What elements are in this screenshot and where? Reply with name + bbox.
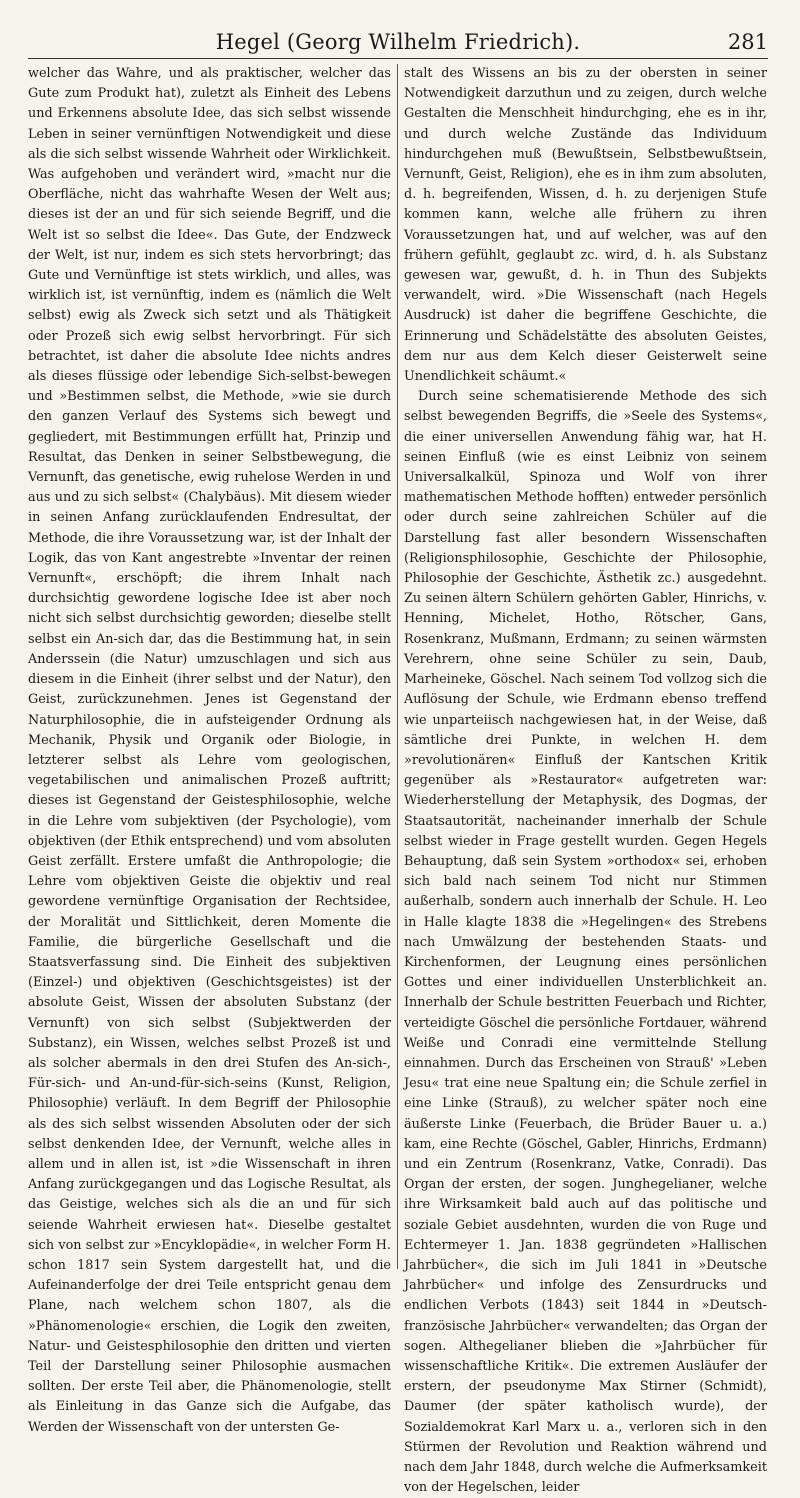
page-title: Hegel (Georg Wilhelm Friedrich).: [215, 30, 581, 54]
column-divider: [397, 64, 398, 1269]
page-number: 281: [727, 30, 768, 54]
left-column: [28, 64, 391, 1435]
right-column: [404, 64, 767, 1496]
paragraph: stalt des Wissens an bis zu der obersten in seiner Notwendigkeit darzuthun und zu zeigen, durch welche Gestalten die Menschheit hindurchging, ehe es in ihr, und durch welche Zustände das Individuum hindurchgehen muß (Bewußtsein, Selbstbewußtsein, Vernunft, Geist, Religion), ehe es in ihm zum absoluten, d. h. begreifenden, Wissen, d. h. zu derjenigen Stufe kommen kann, welche alle frühern zu ihren Voraussetzungen hat, und auf welcher, was auf den frühern gefühlt, geglaubt zc. wird, d. h. als Substanz gewesen war, gewußt, d. h. in Thun des Subjekts verwandelt, wird. »Die Wissenschaft (nach Hegels Ausdruck) ist daher die begriffene Geschichte, die Erinnerung und Schädelstätte des absoluten Geistes, dem nur aus dem Kelch dieser Geisterwelt seine Unendlichkeit schäumt.«: [404, 66, 767, 385]
paragraph: welcher das Wahre, und als praktischer, welcher das Gute zum Produkt hat), zuletzt als Einheit des Lebens und Erkennens absolute Idee, das sich selbst wissende Leben in seiner vernünftigen Notwendigkeit und diese als die sich selbst wissende Wahrheit oder Wirklichkeit. Was aufgehoben und verändert wird, »macht nur die Oberfläche, nicht das wahrhafte Wesen der Welt aus; dieses ist der an und für sich seiende Begriff, und die Welt ist so selbst die Idee«. Das Gute, der Endzweck der Welt, ist nur, indem es sich stets hervorbringt; das Gute und Vernünftige ist stets wirklich, und alles, was wirklich ist, ist vernünftig, indem es (nämlich die Welt selbst) ewig als Zweck sich setzt und als Thätigkeit oder Prozeß sich ewig selbst hervorbringt. Für sich betrachtet, ist daher die absolute Idee nichts andres als dieses flüssige oder lebendige Sich-selbst-bewegen und »Bestimmen selbst, die Methode, »wie sie durch den ganzen Verlauf des Systems sich bewegt und gegliedert, mit Bestimmungen erfüllt hat, Prinzip und Resultat, das Denken in seiner Selbstbewegung, die Vernunft, das genetische, ewig ruhelose Werden in und aus und zu sich selbst« (Chalybäus). Mit diesem wieder in seinen Anfang zurücklaufenden Endresultat, der Methode, die ihre Voraussetzung war, ist der Inhalt der Logik, das von Kant angestrebte »Inventar der reinen Vernunft«, erschöpft; die ihrem Inhalt nach durchsichtig gewordene logische Idee ist aber noch nicht sich selbst durchsichtig geworden; dieselbe stellt selbst ein An-sich dar, das die Bestimmung hat, in sein Anderssein (die Natur) umzuschlagen und sich aus diesem in die Einheit (ihrer selbst und der Natur), den Geist, zurückzunehmen. Jenes ist Gegenstand der Naturphilosophie, die in aufsteigender Ordnung als Mechanik, Physik und Organik oder Biologie, in letzterer selbst als Lehre vom geologischen, vegetabilischen und animalischen Prozeß auftritt; dieses ist Gegenstand der Geistesphilosophie, welche in die Lehre vom subjektiven (der Psychologie), vom objektiven (der Ethik entsprechend) und vom absoluten Geist zerfällt. Erstere umfaßt die Anthropologie; die Lehre vom objektiven Geiste die objektiv und real gewordene vernünftige Organisation der Rechtsidee, der Moralität und Sittlichkeit, deren Momente die Familie, die bürgerliche Gesellschaft und die Staatsverfassung sind. Die Einheit des subjektiven (Einzel-) und objektiven (Geschichtsgeistes) ist der absolute Geist, Wissen der absoluten Substanz (der Vernunft) von sich selbst (Subjektwerden der Substanz), ein Wissen, welches selbst Prozeß ist und als solcher abermals in den drei Stufen des An-sich-, Für-sich- und An-und-für-sich-seins (Kunst, Religion, Philosophie) verläuft. In dem Begriff der Philosophie als des sich selbst wissenden Absoluten oder der sich selbst denkenden Idee, der Vernunft, welche alles in allem und in allen ist, ist »die Wissenschaft in ihren Anfang zurückgegangen und das Logische Resultat, als das Geistige, welches sich als die an und für sich seiende Wahrheit erwiesen hat«. Dieselbe gestaltet sich von selbst zur »Encyklopädie«, in welcher Form H. schon 1817 sein System dargestellt hat, und die Aufeinanderfolge der drei Teile entspricht genau dem Plane, nach welchem schon 1807, als die »Phänomenologie« erschien, die Logik den zweiten, Natur- und Geistesphilosophie den dritten und vierten Teil der Darstellung seiner Philosophie ausmachen sollten. Der erste Teil aber, die Phänomenologie, stellt als Einleitung in das Ganze sich die Aufgabe, das Werden der Wissenschaft von der untersten Ge-: [28, 66, 391, 1435]
paragraph: Durch seine schematisierende Methode des sich selbst bewegenden Begriffs, die »Seele des Systems«, die einer universellen Anwendung fähig war, hat H. seinen Einfluß (wie es einst Leibniz von seinem Universalkalkül, Spinoza und Wolf von ihrer mathematischen Methode hofften) entweder persönlich oder durch seine zahlreichen Schüler auf die Darstellung fast aller besondern Wissenschaften (Religionsphilosophie, Geschichte der Philosophie, Philosophie der Geschichte, Ästhetik zc.) ausgedehnt. Zu seinen ältern Schülern gehörten Gabler, Hinrichs, v. Henning, Michelet, Hotho, Rötscher, Gans, Rosenkranz, Mußmann, Erdmann; zu seinen wärmsten Verehrern, ohne seine Schüler zu sein, Daub, Marheineke, Göschel. Nach seinem Tod vollzog sich die Auflösung der Schule, wie Erdmann ebenso treffend wie unparteiisch nachgewiesen hat, in der Weise, daß sämtliche drei Punkte, in welchen H. dem »revolutionären« Einfluß der Kantschen Kritik gegenüber als »Restaurator« aufgetreten war: Wiederherstellung der Metaphysik, des Dogmas, der Staatsautorität, nacheinander innerhalb der Schule selbst wieder in Frage gestellt wurden. Gegen Hegels Behauptung, daß sein System »orthodox« sei, erhoben sich bald nach seinem Tod nicht nur Stimmen außerhalb, sondern auch innerhalb der Schule. H. Leo in Halle klagte 1838 die »Hegelingen« des Strebens nach Umwälzung der bestehenden Staats- und Kirchenformen, der Leugnung eines persönlichen Gottes und einer individuellen Unsterblichkeit an. Innerhalb der Schule bestritten Feuerbach und Richter, verteidigte Göschel die persönliche Fortdauer, während Weiße und Conradi eine vermittelnde Stellung einnahmen. Durch das Erscheinen von Strauß' »Leben Jesu« trat eine neue Spaltung ein; die Schule zerfiel in eine Linke (Strauß), zu welcher später noch eine äußerste Linke (Feuerbach, die Brüder Bauer u. a.) kam, eine Rechte (Göschel, Gabler, Hinrichs, Erdmann) und ein Zentrum (Rosenkranz, Vatke, Conradi). Das Organ der ersten, der sogen. Junghegelianer, welche ihre Wirksamkeit bald auch auf das politische und soziale Gebiet ausdehnten, wurden die von Ruge und Echtermeyer 1. Jan. 1838 gegründeten »Hallischen Jahrbücher«, die sich im Juli 1841 in »Deutsche Jahrbücher« und infolge des Zensurdrucks und endlichen Verbots (1843) seit 1844 in »Deutsch-französische Jahrbücher« verwandelten; das Organ der sogen. Althegelianer blieben die »Jahrbücher für wissenschaftliche Kritik«. Die extremen Ausläufer der erstern, der pseudonyme Max Stirner (Schmidt), Daumer (der später katholisch wurde), der Sozialdemokrat Karl Marx u. a., verloren sich in den Stürmen der Revolution und Reaktion während und nach dem Jahr 1848, durch welche die Aufmerksamkeit von der Hegelschen, leider: [404, 389, 767, 1496]
text-columns: [28, 64, 768, 1496]
running-header: [28, 28, 768, 59]
